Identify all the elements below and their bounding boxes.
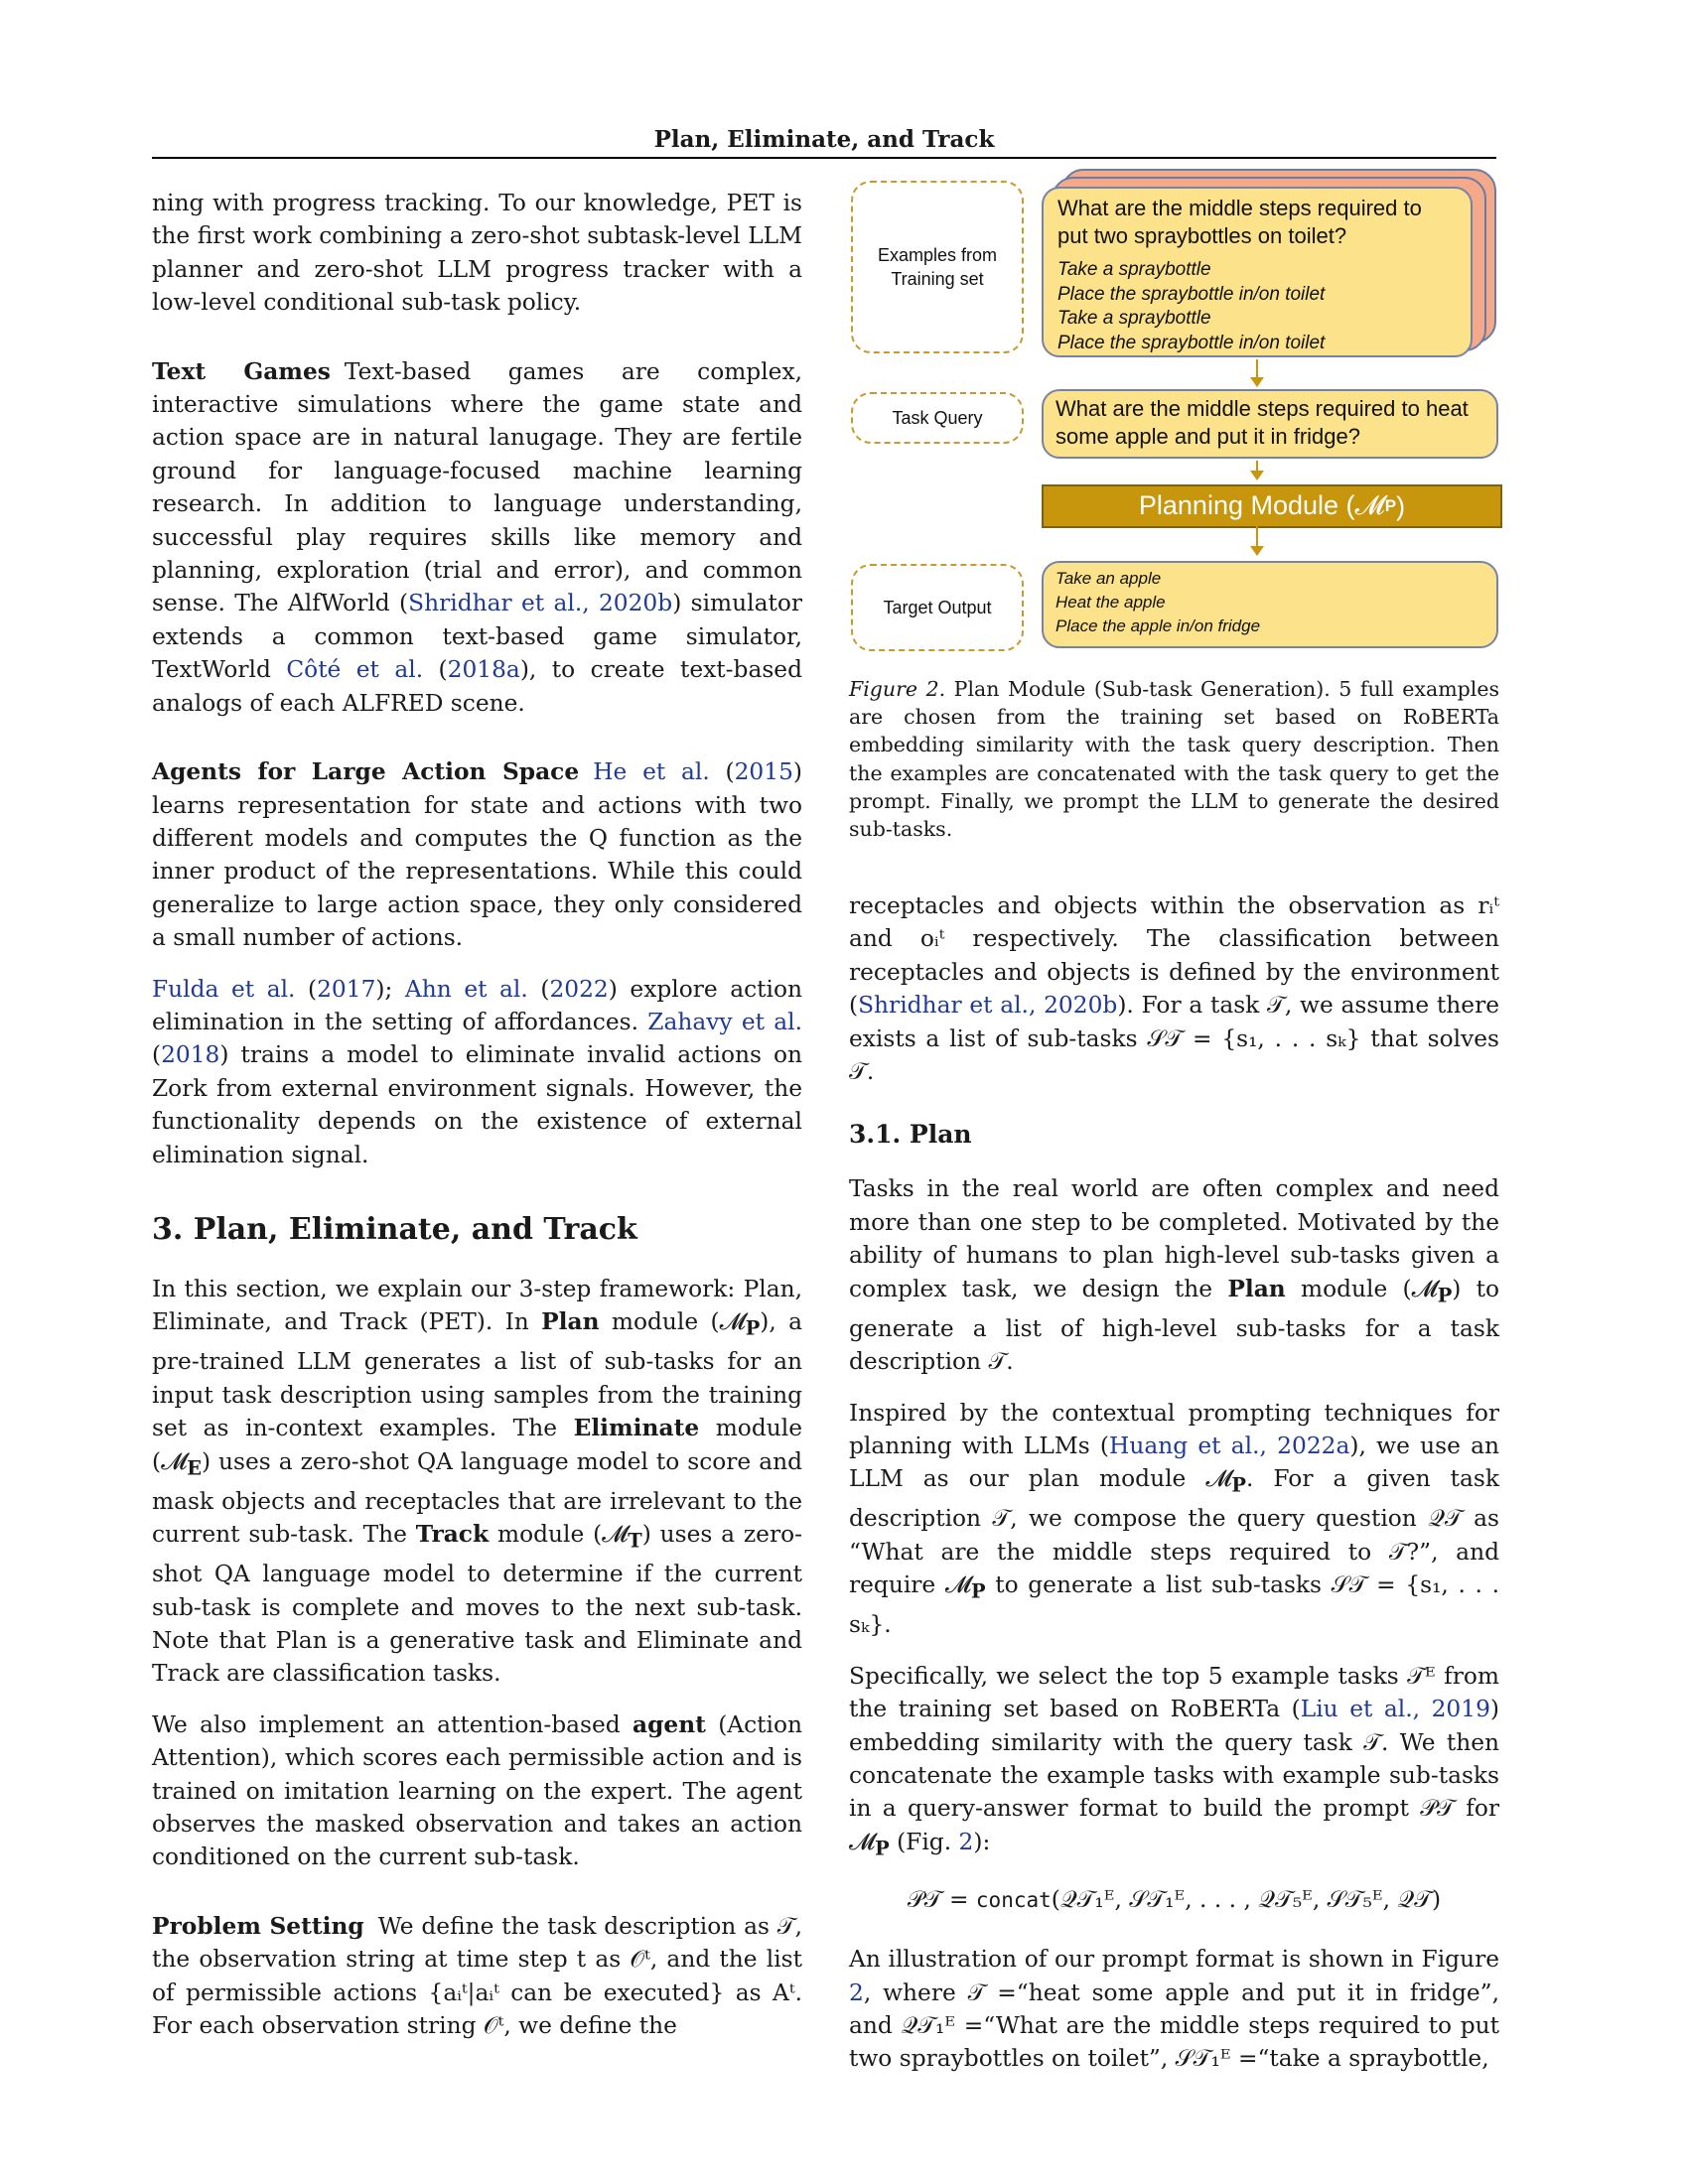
paragraph-text-games: Text Games Text-based games are complex, interactive simulations where the game state and action space are in natural lanugage. They are fertile ground for language-focused machine learning research. In addition to language understanding, successful play requires skills like memory and planning, exploration (trial and error), and common sense. The AlfWorld (Shridhar et al., 2020b) simulator extends a common text-based game simulator, TextWorld Côté et al. (2018a), to create text-based analogs of each ALFRED scene.	[152, 357, 803, 717]
paragraph-agents-large-action-space: Agents for Large Action Space He et al. (2015) learns representation for state and actions with two different models and computes the Q function as the inner product of the representations. While this could generalize to large action space, they only considered a small number of actions.	[152, 758, 802, 952]
arrow-down-icon	[1256, 526, 1258, 554]
example-step: Place the spraybottle in/on toilet	[1057, 283, 1326, 305]
example-step: Take a spraybottle	[1057, 308, 1211, 329]
citation-link[interactable]: 2022	[549, 975, 609, 1003]
section-heading: 3. Plan, Eliminate, and Track	[152, 1211, 637, 1247]
paragraph-example-selection: Specifically, we select the top 5 example tasks 𝒯ᴱ from the training set based on RoBERTa (Liu et al., 2019) embedding similarity with the query task 𝒯. We then concatenate the example tasks with example sub-tasks in a query-answer format to build the prompt 𝒫𝒯 for 𝓜$_P$ (Fig. 2):	[849, 1662, 1499, 1860]
citation-link[interactable]: Shridhar et al., 2020b	[408, 590, 673, 617]
output-step: Take an apple	[1055, 569, 1162, 588]
citation-link[interactable]: Fulda et al.	[152, 975, 296, 1003]
label-target-output: Target Output	[851, 564, 1024, 651]
citation-link[interactable]: 2017	[317, 975, 376, 1003]
citation-link[interactable]: Liu et al., 2019	[1300, 1696, 1490, 1723]
paragraph-plan-motivation: Tasks in the real world are often complex and need more than one step to be completed. Motivated by the ability of humans to plan high-level sub-tasks given a complex task, we design the Plan module (𝓜$_P$) to generate a list of high-level sub-tasks for a task description 𝒯.	[849, 1175, 1500, 1376]
right-column	[849, 889, 1499, 2076]
figure-caption: Figure 2. Plan Module (Sub-task Generation). 5 full examples are chosen from the training set based on RoBERTa embedding similarity with the task query description. Then the examples are concatenated with the task query to get the prompt. Finally, we prompt the LLM to generate the desired sub-tasks.	[849, 677, 1499, 842]
citation-link[interactable]: He et al.	[593, 758, 710, 786]
paragraph-prompt-illustration: An illustration of our prompt format is shown in Figure 2, where 𝒯 =“heat some apple and put it in fridge”, and 𝒬𝒯₁ᴱ =“What are the middle steps required to put two spraybottles on toilet”, 𝒮𝒯₁ᴱ =“take a spraybottle,	[849, 1946, 1499, 2073]
paragraph-heading-text-games: Text Games	[152, 357, 331, 385]
citation-link[interactable]: 2015	[734, 758, 793, 786]
citation-link[interactable]: Shridhar et al., 2020b	[858, 992, 1118, 1020]
example-card	[1042, 187, 1473, 357]
figure-reference-link[interactable]: 2	[849, 1979, 864, 2006]
figure-number: Figure 2.	[849, 677, 946, 701]
citation-link[interactable]: Huang et al., 2022a	[1109, 1432, 1350, 1459]
paragraph-problem-setting: Problem Setting We define the task description as 𝒯, the observation string at time step t as 𝒪ᵗ, and the list of permissible actions {aᵢᵗ|aᵢᵗ can be executed} as Aᵗ. For each observation string 𝒪ᵗ, we define the	[152, 1912, 802, 2040]
arrow-down-icon	[1256, 461, 1258, 478]
paragraph-heading-agents: Agents for Large Action Space	[152, 758, 580, 786]
paragraph-action-elimination: Fulda et al. (2017); Ahn et al. (2022) explore action elimination in the setting of affordances. Zahavy et al. (2018) trains a model to eliminate invalid actions on Zork from external environment signals. However, the functionality depends on the existence of external elimination signal.	[152, 975, 802, 1168]
figure-reference-link[interactable]: 2	[958, 1828, 974, 1855]
planning-module-box: Planning Module (𝓜 P )	[1042, 484, 1502, 528]
paragraph-receptacles-objects: receptacles and objects within the observation as rᵢᵗ and oᵢᵗ respectively. The classification between receptacles and objects is defined by the environment (Shridhar et al., 2020b). For a task 𝒯, we assume there exists a list of sub-tasks 𝒮𝒯 = {s₁, . . . sₖ} that solves 𝒯.	[849, 892, 1499, 1086]
paragraph-framework-overview: In this section, we explain our 3-step framework: Plan, Eliminate, and Track (PET). In Plan module (𝓜$_P$), a pre-trained LLM generates a list of sub-tasks for an input task description using samples from the training set as in-context examples. The Eliminate module (𝓜$_E$) uses a zero-shot QA language model to score and mask objects and receptacles that are irrelevant to the current sub-task. The Track module (𝓜$_T$) uses a zero-shot QA language model to determine if the current sub-task is complete and moves to the next sub-task. Note that Plan is a generative task and Eliminate and Track are classification tasks.	[152, 1275, 803, 1688]
label-examples-from-training-set: Examples from Training set	[851, 181, 1024, 353]
query-box: What are the middle steps required to heat some apple and put it in fridge?	[1042, 389, 1498, 459]
running-title: Plan, Eliminate, and Track	[152, 125, 1496, 159]
left-column	[152, 187, 802, 2042]
paragraph-agent: We also implement an attention-based agent (Action Attention), which scores each permissible action and is trained on imitation learning on the expert. The agent observes the masked observation and takes an action conditioned on the current sub-task.	[152, 1710, 802, 1871]
target-output-box	[1042, 561, 1498, 648]
subsection-heading: 3.1. Plan	[849, 1120, 972, 1150]
output-step: Heat the apple	[1055, 593, 1166, 612]
figure-plan-module	[849, 169, 1499, 660]
paragraph-intro-continuation: ning with progress tracking. To our knowledge, PET is the first work combining a zero-shot subtask-level LLM planner and zero-shot LLM progress tracker with a low-level conditional sub-task policy.	[152, 190, 802, 317]
label-task-query: Task Query	[851, 392, 1024, 444]
citation-link[interactable]: 2018a	[447, 656, 520, 684]
example-step: Place the spraybottle in/on toilet	[1057, 332, 1326, 353]
paragraph-plan-prompting: Inspired by the contextual prompting techniques for planning with LLMs (Huang et al., 2022a), we use an LLM as our plan module 𝓜$_P$. For a given task description 𝒯, we compose the query question 𝒬𝒯 as “What are the middle steps required to 𝒯?”, and require 𝓜$_P$ to generate a list sub-tasks 𝒮𝒯 = {s₁, . . . sₖ}.	[849, 1399, 1499, 1639]
output-step: Place the apple in/on fridge	[1055, 616, 1261, 635]
paragraph-heading-problem-setting: Problem Setting	[152, 1912, 364, 1940]
citation-link[interactable]: Côté et al.	[286, 656, 424, 684]
example-question: What are the middle steps required to put two spraybottles on toilet?	[1057, 196, 1422, 248]
citation-link[interactable]: Ahn et al.	[404, 975, 528, 1003]
example-step: Take a spraybottle	[1057, 259, 1211, 280]
arrow-down-icon	[1256, 359, 1258, 385]
prompt-equation: 𝒫𝒯 = concat(𝒬𝒯₁ᴱ, 𝒮𝒯₁ᴱ, . . . , 𝒬𝒯₅ᴱ, 𝒮𝒯₅ᴱ, 𝒬𝒯)	[907, 1885, 1442, 1913]
citation-link[interactable]: Zahavy et al.	[647, 1008, 802, 1035]
citation-link[interactable]: 2018	[161, 1041, 220, 1069]
